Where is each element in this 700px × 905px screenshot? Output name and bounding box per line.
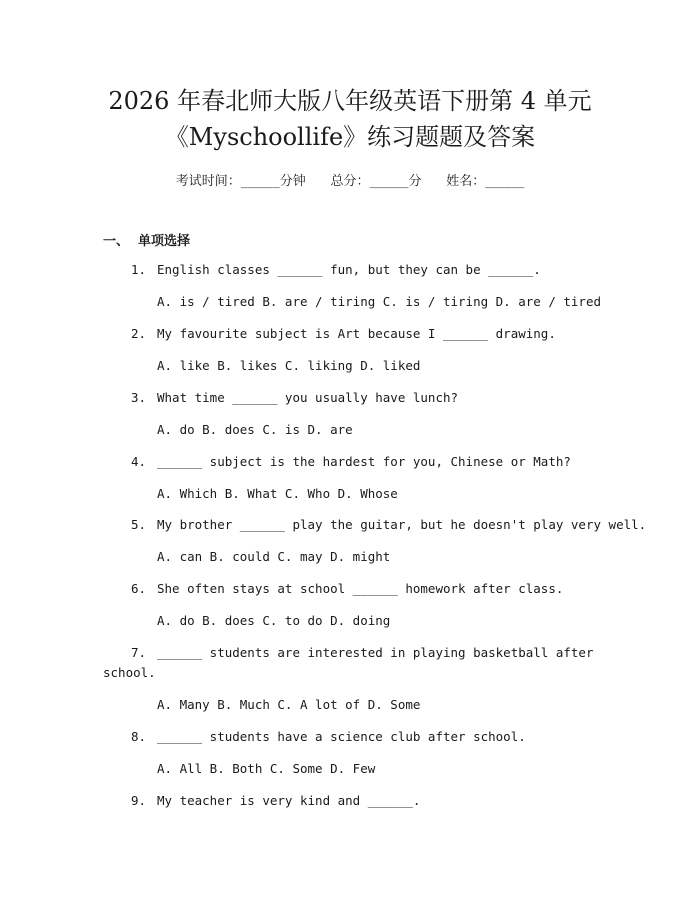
question-text: ______ subject is the hardest for you, Chinese or Math? — [157, 454, 571, 469]
question-options: A. do B. does C. to do D. doing — [157, 613, 391, 628]
question-number: 6. — [131, 581, 147, 596]
question-number: 5. — [131, 517, 147, 532]
question-number: 9. — [131, 793, 147, 808]
question-number: 8. — [131, 729, 147, 744]
question-options: A. like B. likes C. liking D. liked — [157, 358, 421, 373]
question-text-continued: school. — [103, 665, 156, 680]
question-text: My favourite subject is Art because I ______ drawing. — [157, 326, 556, 341]
question-text: ______ students are interested in playing basketball after — [157, 645, 594, 660]
question-number: 2. — [131, 326, 147, 341]
question-text: My teacher is very kind and ______. — [157, 793, 421, 808]
section-heading-single-choice: 一、 单项选择 — [103, 234, 191, 249]
document-title-line2: 《Myschoollife》练习题题及答案 — [164, 123, 536, 151]
question-text: What time ______ you usually have lunch? — [157, 390, 459, 405]
question-text: My brother ______ play the guitar, but he doesn't play very well. — [157, 517, 647, 532]
question-number: 1. — [131, 262, 147, 277]
question-options: A. All B. Both C. Some D. Few — [157, 761, 376, 776]
document-title-line1: 2026 年春北师大版八年级英语下册第 4 单元 — [108, 87, 592, 115]
question-options: A. is / tired B. are / tiring C. is / tiring D. are / tired — [157, 294, 602, 309]
question-options: A. do B. does C. is D. are — [157, 422, 353, 437]
question-number: 4. — [131, 454, 147, 469]
question-number: 7. — [131, 645, 147, 660]
question-text: ______ students have a science club after school. — [157, 729, 526, 744]
question-number: 3. — [131, 390, 147, 405]
question-options: A. Which B. What C. Who D. Whose — [157, 486, 398, 501]
question-text: English classes ______ fun, but they can be ______. — [157, 262, 541, 277]
question-text: She often stays at school ______ homework after class. — [157, 581, 564, 596]
question-options: A. can B. could C. may D. might — [157, 549, 391, 564]
question-options: A. Many B. Much C. A lot of D. Some — [157, 697, 421, 712]
exam-info: 考试时间：______分钟 总分：______分 姓名：______ — [175, 174, 525, 189]
